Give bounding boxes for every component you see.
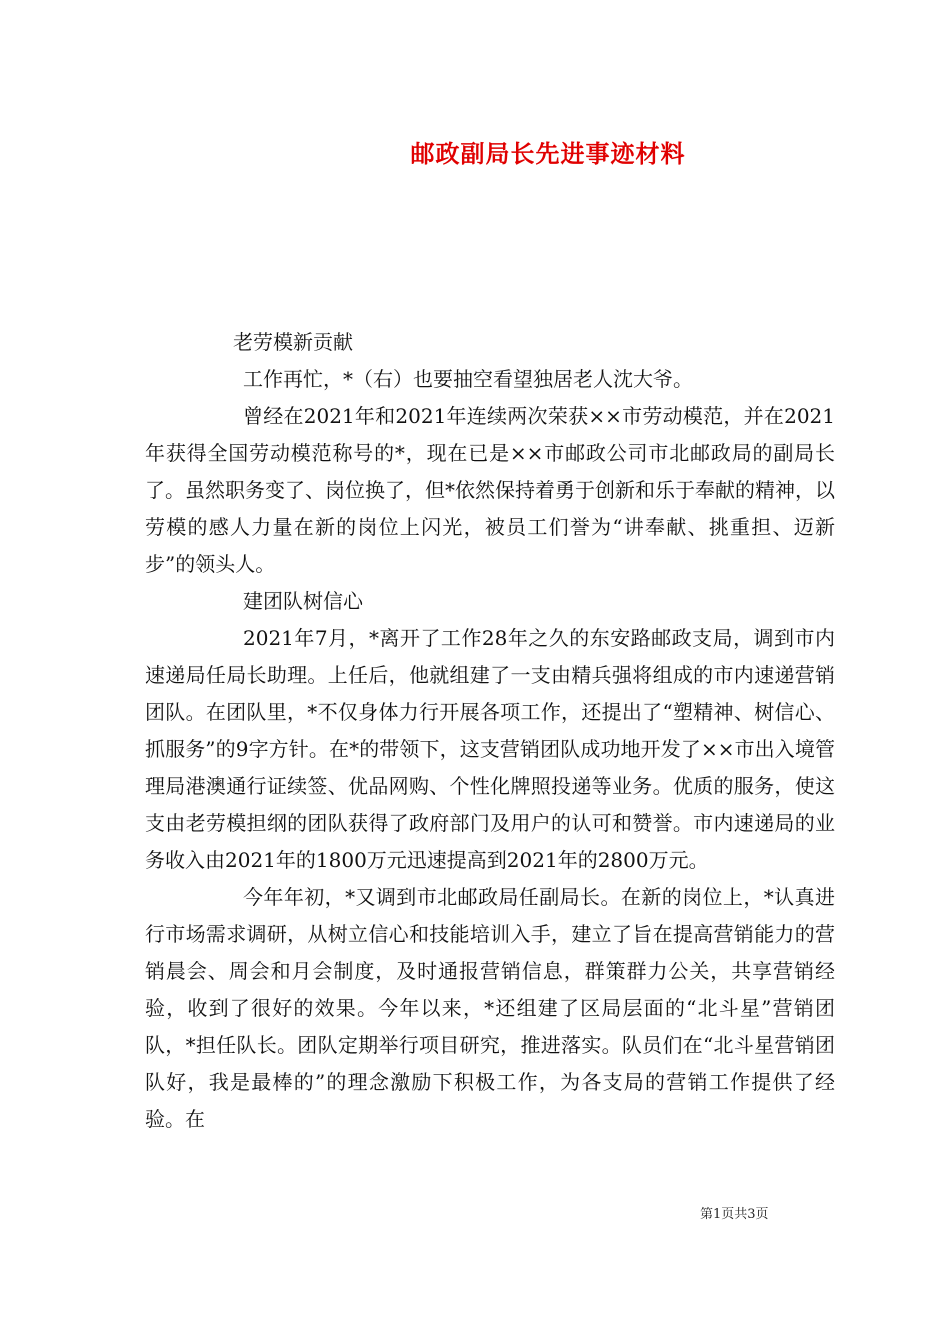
section-heading-old-model-worker: 老劳模新贡献: [233, 330, 353, 354]
paragraph-express-team: 2021年7月，*离开了工作28年之久的东安路邮政支局，调到市内速递局任局长助理。上任后，他就组建了一支由精兵强将组成的市内速递营销团队。在团队里，*不仅身体力行开展各项工作，还提出了“塑精神、树信心、抓服务”的9字方针。在*的带领下，这支营销团队成功地开发了××市出入境管理局港澳通行证续签、优品网购、个性化牌照投递等业务。优质的服务，使这支由老劳模担纲的团队获得了政府部门及用户的认可和赞誉。市内速递局的业务收入由2021年的1800万元迅速提高到2021年的2800万元。: [145, 626, 835, 872]
photo-caption-paragraph: 工作再忙，*（右）也要抽空看望独居老人沈大爷。: [243, 367, 693, 391]
page-number-footer: 第1页共3页: [700, 1207, 769, 1222]
document-body: [145, 324, 835, 1138]
document-title: 邮政副局长先进事迹材料: [410, 139, 686, 168]
paragraph-deputy-director: 今年年初，*又调到市北邮政局任副局长。在新的岗位上，*认真进行市场需求调研，从树立信心和技能培训入手，建立了旨在提高营销能力的营销晨会、周会和月会制度，及时通报营销信息，群策群力公关，共享营销经验，收到了很好的效果。今年以来，*还组建了区局层面的“北斗星”营销团队，*担任队长。团队定期举行项目研究，推进落实。队员们在“北斗星营销团队好，我是最棒的”的理念激励下积极工作，为各支局的营销工作提供了经验。在: [145, 885, 835, 1131]
section-heading-build-team: 建团队树信心: [243, 589, 363, 613]
paragraph-honors: 曾经在2021年和2021年连续两次荣获××市劳动模范，并在2021年获得全国劳动模范称号的*，现在已是××市邮政公司市北邮政局的副局长了。虽然职务变了、岗位换了，但*依然保持着勇于创新和乐于奉献的精神，以劳模的感人力量在新的岗位上闪光，被员工们誉为“讲奉献、挑重担、迈新步”的领头人。: [145, 404, 835, 576]
